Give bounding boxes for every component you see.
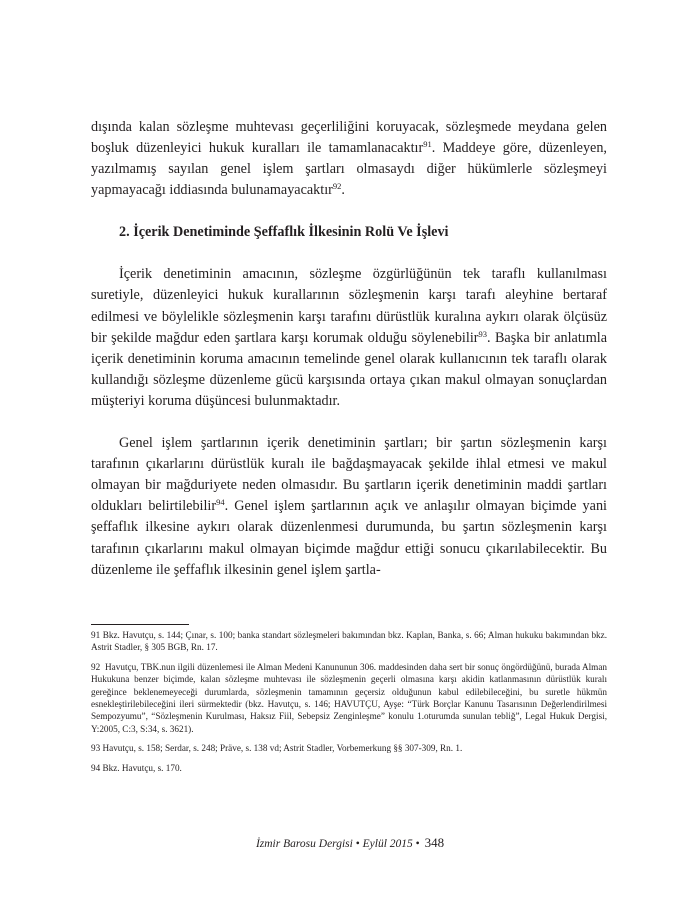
footnote-ref[interactable]: 94 (216, 497, 225, 508)
paragraph-text: dışında kalan sözleşme muhtevası geçerliliğini koruyacak, sözleşmede meydana gelen boşluk düzenleyici hukuk kuralları ile tamamlanacaktır (91, 119, 607, 157)
footnote (91, 742, 607, 754)
footnote-text: Havutçu, TBK.nun ilgili düzenlemesi ile Alman Medeni Kanununun 306. maddesinden daha sert bir sonuç öngördüğünü, burada Alman Hukukuna benzer biçimde, kalan sözleşme muhtevası ile sözleşmenin geçerli olmasına karşı akidin katlanmasının dürüstlük kuralı gereğince beklenemeyeceği durumlarda, sözleşmenin tamamının geçersiz olduğunun kabul edilebileceğini, bu suretle hükmün esnekleştirilebileceğini ileri sürmektedir (bkz. Havutçu, s. 146; HAVUTÇU, Ayşe: “Türk Borçlar Kanunu Tasarısının Değerlendirilmesi Sempozyumu”, “Sözleşmenin Kurulması, Haksız Fiil, Sebepsiz Zenginleşme” konulu 1.oturumda sunulan tebliğ”, Legal Hukuk Dergisi, Y:2005, C:3, S:34, s. 3621). (91, 661, 608, 734)
paragraph-text: Genel işlem şartlarının içerik denetiminin şartları; bir şartın sözleşmenin karşı tarafının çıkarlarını dürüstlük kuralı ile bağdaşmayacak şekilde ihlal etmesi ve makul olmayan bir mağduriyete neden olmasıdır. Bu şartların içerik denetiminin maddi şartları oldukları belirtilebilir (91, 435, 607, 515)
footnote-number: 92 (91, 661, 101, 672)
footer-separator: • (355, 838, 360, 850)
paragraph-text: . Başka bir anlatımla içerik denetiminin koruma amacının temelinde genel olarak kullanıcının tek taraflı olarak kullandığı sözleşme düzenleme gücü karşısında ortaya çıkan makul olmayan sonuçlardan müşteriyi koruma düşüncesi bulunmaktadır. (91, 329, 607, 409)
paragraph-text: . Genel işlem şartlarının açık ve anlaşılır olmayan biçimde yani şeffaflık ilkesine aykırı olarak düzenlenmesi durumunda, bu şartın sözleşmenin karşı tarafının çıkarlarını makul olmayan biçimde mağdur ettiği sonucu çıkarılabilecektir. Bu düzenleme ile şeffaflık ilkesinin genel işlem şartla- (91, 498, 607, 578)
footer-separator: • (415, 838, 420, 850)
footnote-number: 91 (91, 630, 101, 640)
footnote-number: 93 (91, 743, 101, 754)
footnote-text: Bkz. Havutçu, s. 170. (102, 762, 182, 773)
footnote-ref[interactable]: 93 (478, 328, 487, 339)
footnote (91, 762, 607, 774)
paragraph-text: . (341, 182, 345, 199)
paragraph-continuation (91, 117, 607, 201)
footnote-text: Bkz. Havutçu, s. 144; Çınar, s. 100; banka standart sözleşmeleri bakımından bkz. Kaplan, Banka, s. 66; Alman hukuku bakımından bkz. Astrit Stadler, § 305 BGB, Rn. 17. (91, 630, 608, 653)
paragraph-1 (91, 264, 607, 412)
page-number: 348 (424, 835, 445, 850)
footnote (91, 661, 607, 735)
body-text (91, 117, 607, 581)
section-heading: 2. İçerik Denetiminde Şeffaflık İlkesinin Rolü Ve İşlevi (119, 224, 449, 241)
paragraph-text: İçerik denetiminin amacının, sözleşme özgürlüğünün tek taraflı kullanılması suretiyle, düzenleyici hukuk kurallarının sözleşmenin karşı tarafı aleyhine bertaraf edilmesi ve böylelikle sözleşmenin karşı tarafını dürüstlük kuralına aykırı olarak ölçüsüz bir şekilde mağdur eden şartlara karşı korumak olduğu söylenebilir (91, 266, 607, 346)
paragraph-2 (91, 433, 607, 581)
footnote-text: Havutçu, s. 158; Serdar, s. 248; Präve, s. 138 vd; Astrit Stadler, Vorbemerkung §§ 307-309, Rn. 1. (102, 743, 463, 754)
footnote-ref[interactable]: 91 (423, 139, 432, 150)
footnote (91, 629, 607, 654)
footnote-number: 94 (91, 762, 101, 773)
footnote-divider (91, 624, 189, 625)
footnote-ref[interactable]: 92 (332, 181, 342, 192)
journal-name: İzmir Barosu Dergisi (255, 838, 353, 850)
journal-issue: Eylül 2015 (362, 838, 413, 850)
paragraph-text: . Maddeye göre, düzenleyen, yazılmamış sayılan genel işlem şartları olmasaydı diğer hükümlerle sözleşmeyi yapmayacağı iddiasında bulunamayacaktır (91, 140, 607, 199)
page-footer (0, 835, 700, 851)
footnotes (91, 629, 607, 781)
